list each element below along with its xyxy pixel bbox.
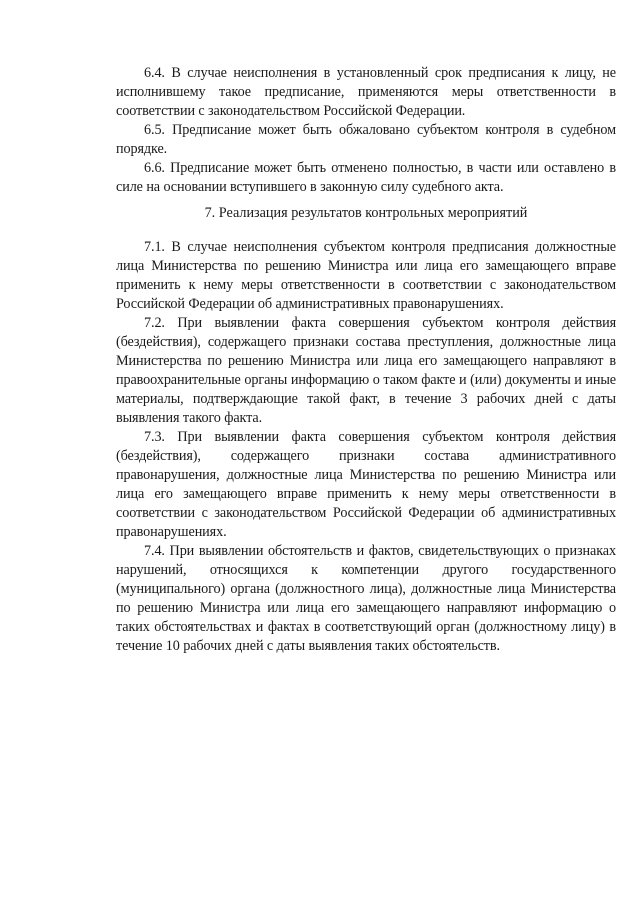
paragraph-7-4: 7.4. При выявлении обстоятельств и фактов, свидетельствующих о признаках нарушений, относящихся к компетенции другого государственного (муниципального) органа (должностного лица), должностные лица Министерства по решению Министра или лица его замещающего направляют информацию о таких обстоятельствах и фактах в соответствующий орган (должностному лицу) в течение 10 рабочих дней с даты выявления таких обстоятельств. — [116, 543, 616, 654]
paragraph-6-5: 6.5. Предписание может быть обжаловано субъектом контроля в судебном порядке. — [116, 122, 616, 157]
section-7-body — [116, 238, 616, 656]
section-7-heading: 7. Реализация результатов контрольных мероприятий — [204, 205, 528, 221]
paragraph-7-3: 7.3. При выявлении факта совершения субъектом контроля действия (бездействия), содержащего признаки состава административного правонарушения, должностные лица Министерства по решению Министра или лица его замещающего вправе применить к нему меры ответственности в соответствии с законодательством Российской Федерации об административных правонарушениях. — [116, 429, 616, 540]
paragraph-7-1: 7.1. В случае неисполнения субъектом контроля предписания должностные лица Министерства по решению Министра или лица его замещающего вправе применить к нему меры ответственности в соответствии с законодательством Российской Федерации об административных правонарушениях. — [116, 239, 616, 312]
section-6-body — [116, 64, 616, 197]
paragraph-6-6: 6.6. Предписание может быть отменено полностью, в части или оставлено в силе на основании вступившего в законную силу судебного акта. — [116, 160, 616, 195]
paragraph-6-4: 6.4. В случае неисполнения в установленный срок предписания к лицу, не исполнившему такое предписание, применяются меры ответственности в соответствии с законодательством Российской Федерации. — [116, 65, 616, 119]
paragraph-7-2: 7.2. При выявлении факта совершения субъектом контроля действия (бездействия), содержащего признаки состава преступления, должностные лица Министерства по решению Министра или лица его замещающего направляют в правоохранительные органы информацию о таком факте и (или) документы и иные материалы, подтверждающие такой факт, в течение 3 рабочих дней с даты выявления такого факта. — [116, 315, 616, 426]
